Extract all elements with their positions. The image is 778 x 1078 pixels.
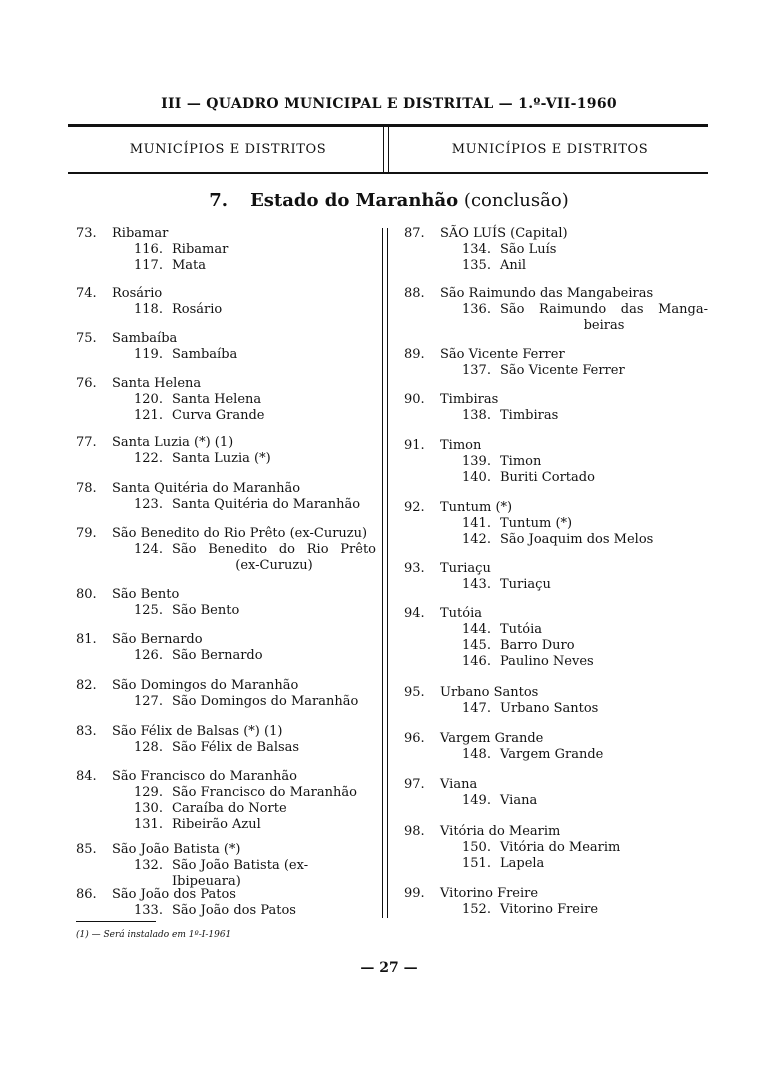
district-name: Mata (172, 258, 207, 273)
municipality-number: 78. (76, 481, 97, 496)
district-name: São João Batista (ex-Ibipeuara) (172, 858, 309, 889)
municipality-entry (404, 731, 708, 763)
municipality-number: 80. (76, 587, 97, 602)
district-row (76, 785, 376, 801)
district-row (76, 242, 376, 258)
district-number: 136. (462, 302, 491, 317)
district-name: Viana (500, 793, 538, 808)
district-number: 118. (134, 302, 163, 317)
municipality-row (76, 435, 376, 451)
district-number: 140. (462, 470, 491, 485)
municipality-row (404, 685, 708, 701)
district-row (76, 347, 376, 363)
district-number: 124. (134, 542, 163, 557)
municipality-row (76, 526, 376, 542)
district-row (404, 302, 708, 334)
district-name: Urbano Santos (500, 701, 599, 716)
district-row (404, 622, 708, 638)
district-name: Paulino Neves (500, 654, 594, 669)
district-number: 143. (462, 577, 491, 592)
district-number: 134. (462, 242, 491, 257)
municipality-entry (404, 777, 708, 809)
district-number: 125. (134, 603, 163, 618)
district-number: 138. (462, 408, 491, 423)
municipality-row (76, 587, 376, 603)
district-row (76, 302, 376, 318)
municipality-entry (76, 724, 376, 756)
municipality-number: 75. (76, 331, 97, 346)
district-row (404, 363, 708, 379)
footnote: (1) — Será instalado em 1º-I-1961 (76, 930, 232, 940)
municipality-name: São Domingos do Maranhão (112, 678, 299, 693)
header-bottom-rule (68, 172, 708, 174)
district-name: Timbiras (500, 408, 559, 423)
district-row (76, 392, 376, 408)
municipality-row (404, 226, 708, 242)
municipality-row (404, 824, 708, 840)
district-name: São Félix de Balsas (172, 740, 300, 755)
district-number: 119. (134, 347, 163, 362)
municipality-entry (76, 226, 376, 274)
district-number: 135. (462, 258, 491, 273)
municipality-number: 98. (404, 824, 425, 839)
district-name: São Bernardo (172, 648, 263, 663)
header-divider (383, 127, 389, 172)
district-row (404, 454, 708, 470)
municipality-row (404, 500, 708, 516)
district-number: 152. (462, 902, 491, 917)
district-row (404, 701, 708, 717)
district-name: beiras (583, 318, 625, 333)
municipality-number: 94. (404, 606, 425, 621)
district-name: São Luís (500, 242, 557, 257)
municipality-name: Timon (440, 438, 482, 453)
district-name: Curva Grande (172, 408, 265, 423)
municipality-name: Santa Helena (112, 376, 202, 391)
municipality-row (404, 886, 708, 902)
district-name: São João dos Patos (172, 903, 296, 918)
district-row (76, 903, 376, 919)
district-number: 117. (134, 258, 163, 273)
municipality-row (76, 678, 376, 694)
municipality-entry (76, 587, 376, 619)
district-number: 147. (462, 701, 491, 716)
municipality-entry (76, 331, 376, 363)
district-number: 131. (134, 817, 163, 832)
district-name: Sambaíba (172, 347, 238, 362)
municipality-name: Turiaçu (440, 561, 491, 576)
district-number: 141. (462, 516, 491, 531)
district-row (404, 654, 708, 670)
municipality-name: Urbano Santos (440, 685, 539, 700)
district-number: 144. (462, 622, 491, 637)
district-number: 122. (134, 451, 163, 466)
district-name: São Raimundo das Manga- (500, 302, 708, 317)
district-number: 120. (134, 392, 163, 407)
district-number: 137. (462, 363, 491, 378)
district-name: São Francisco do Maranhão (172, 785, 357, 800)
district-row (76, 542, 376, 574)
district-number: 145. (462, 638, 491, 653)
municipality-number: 83. (76, 724, 97, 739)
municipality-row (76, 376, 376, 392)
municipality-entry (404, 606, 708, 670)
municipality-row (76, 226, 376, 242)
district-row (404, 840, 708, 856)
district-row (76, 694, 376, 710)
municipality-entry (76, 481, 376, 513)
district-number: 116. (134, 242, 163, 257)
district-name: Vitorino Freire (500, 902, 599, 917)
district-row (76, 497, 376, 513)
district-row (76, 408, 376, 424)
municipality-name: Tuntum (*) (440, 500, 513, 515)
municipality-name: São Bernardo (112, 632, 203, 647)
footnote-rule (76, 921, 156, 922)
municipality-entry (404, 347, 708, 379)
municipality-entry (404, 226, 708, 274)
district-name: Vargem Grande (500, 747, 604, 762)
municipality-entry (76, 678, 376, 710)
municipality-number: 74. (76, 286, 97, 301)
municipality-entry (76, 526, 376, 574)
district-row (76, 817, 376, 833)
district-row (404, 408, 708, 424)
municipality-name: Vitorino Freire (440, 886, 539, 901)
district-row (76, 801, 376, 817)
district-name: Turiaçu (500, 577, 551, 592)
district-number: 132. (134, 858, 163, 873)
municipality-number: 85. (76, 842, 97, 857)
municipality-number: 96. (404, 731, 425, 746)
column-header-left: MUNICÍPIOS E DISTRITOS (129, 142, 327, 157)
municipality-number: 91. (404, 438, 425, 453)
municipality-row (76, 331, 376, 347)
district-row (76, 648, 376, 664)
municipality-name: Viana (440, 777, 478, 792)
district-row (404, 902, 708, 918)
municipality-row (404, 731, 708, 747)
municipality-number: 86. (76, 887, 97, 902)
municipality-entry (404, 500, 708, 548)
district-number: 150. (462, 840, 491, 855)
municipality-number: 88. (404, 286, 425, 301)
district-number: 127. (134, 694, 163, 709)
district-name: Lapela (500, 856, 545, 871)
district-row (404, 793, 708, 809)
district-name: Santa Luzia (*) (172, 451, 271, 466)
district-name: São Domingos do Maranhão (172, 694, 359, 709)
district-row (404, 532, 708, 548)
district-name: Rosário (172, 302, 223, 317)
district-number: 139. (462, 454, 491, 469)
municipality-number: 92. (404, 500, 425, 515)
district-name: Barro Duro (500, 638, 575, 653)
district-number: 133. (134, 903, 163, 918)
municipality-name: São Bento (112, 587, 180, 602)
municipality-entry (76, 842, 376, 890)
municipality-row (76, 632, 376, 648)
district-row (76, 258, 376, 274)
municipality-row (76, 887, 376, 903)
municipality-name: Sambaíba (112, 331, 178, 346)
district-name: São Bento (172, 603, 240, 618)
column-header-right: MUNICÍPIOS E DISTRITOS (451, 142, 649, 157)
district-name: Ribamar (172, 242, 229, 257)
municipality-number: 90. (404, 392, 425, 407)
municipality-number: 93. (404, 561, 425, 576)
district-row (404, 577, 708, 593)
municipality-name: São Félix de Balsas (*) (1) (112, 724, 283, 739)
municipality-name: São Benedito do Rio Prêto (ex-Curuzu) (112, 526, 368, 541)
municipality-entry (76, 632, 376, 664)
municipality-entry (404, 685, 708, 717)
municipality-name: Santa Quitéria do Maranhão (112, 481, 301, 496)
district-row (404, 856, 708, 872)
district-number: 129. (134, 785, 163, 800)
municipality-name: São Francisco do Maranhão (112, 769, 297, 784)
district-number: 123. (134, 497, 163, 512)
municipality-entry (404, 438, 708, 486)
municipality-entry (76, 435, 376, 467)
municipality-row (404, 286, 708, 302)
municipality-name: São João Batista (*) (112, 842, 241, 857)
municipality-number: 89. (404, 347, 425, 362)
district-name: Ribeirão Azul (172, 817, 261, 832)
municipality-entry (404, 886, 708, 918)
district-row (404, 470, 708, 486)
district-name: São Joaquim dos Melos (500, 532, 654, 547)
district-number: 130. (134, 801, 163, 816)
district-name: Vitória do Mearim (500, 840, 621, 855)
district-row (404, 747, 708, 763)
district-name: (ex-Curuzu) (235, 558, 313, 573)
district-name: Santa Helena (172, 392, 262, 407)
municipality-row (404, 438, 708, 454)
district-number: 126. (134, 648, 163, 663)
municipality-number: 77. (76, 435, 97, 450)
municipality-number: 87. (404, 226, 425, 241)
district-number: 128. (134, 740, 163, 755)
district-name: Tuntum (*) (500, 516, 573, 531)
municipality-entry (404, 392, 708, 424)
district-name: Caraíba do Norte (172, 801, 287, 816)
district-row (76, 858, 376, 890)
municipality-number: 84. (76, 769, 97, 784)
municipality-number: 97. (404, 777, 425, 792)
district-number: 146. (462, 654, 491, 669)
district-row (404, 242, 708, 258)
municipality-row (76, 286, 376, 302)
municipality-row (404, 392, 708, 408)
district-row (404, 516, 708, 532)
municipality-name: Vargem Grande (440, 731, 544, 746)
municipality-number: 76. (76, 376, 97, 391)
page-title: III — QUADRO MUNICIPAL E DISTRITAL — 1.º-VII-1960 (161, 96, 617, 112)
district-name: Santa Quitéria do Maranhão (172, 497, 361, 512)
municipality-entry (404, 824, 708, 872)
municipality-name: Santa Luzia (*) (1) (112, 435, 234, 450)
municipality-name: Ribamar (112, 226, 169, 241)
state-number: 7. (209, 190, 229, 211)
municipality-name: São João dos Patos (112, 887, 236, 902)
page-number: — 27 — (360, 960, 418, 976)
district-number: 142. (462, 532, 491, 547)
municipality-entry (404, 286, 708, 334)
district-name: Tutóia (500, 622, 543, 637)
district-row (76, 451, 376, 467)
municipality-row (404, 347, 708, 363)
district-number: 151. (462, 856, 491, 871)
district-name: São Benedito do Rio Prêto (172, 542, 376, 557)
district-row (404, 638, 708, 654)
municipality-number: 82. (76, 678, 97, 693)
district-name: Anil (500, 258, 527, 273)
district-number: 148. (462, 747, 491, 762)
municipality-name: Rosário (112, 286, 163, 301)
district-row (76, 603, 376, 619)
municipality-number: 99. (404, 886, 425, 901)
municipality-name: Timbiras (440, 392, 499, 407)
municipality-row (76, 724, 376, 740)
municipality-name: SÃO LUÍS (Capital) (440, 226, 568, 241)
district-name: São Vicente Ferrer (500, 363, 625, 378)
municipality-row (404, 777, 708, 793)
municipality-name: São Raimundo das Mangabeiras (440, 286, 654, 301)
municipality-entry (76, 286, 376, 318)
municipality-row (76, 842, 376, 858)
municipality-number: 79. (76, 526, 97, 541)
municipality-name: São Vicente Ferrer (440, 347, 565, 362)
district-name: Timon (500, 454, 542, 469)
district-row (404, 258, 708, 274)
district-name: Buriti Cortado (500, 470, 595, 485)
municipality-entry (404, 561, 708, 593)
municipality-row (404, 606, 708, 622)
state-title (0, 190, 778, 211)
municipality-name: Vitória do Mearim (440, 824, 561, 839)
municipality-number: 73. (76, 226, 97, 241)
municipality-number: 81. (76, 632, 97, 647)
district-number: 149. (462, 793, 491, 808)
municipality-entry (76, 376, 376, 424)
column-divider (382, 228, 388, 918)
municipality-row (76, 481, 376, 497)
district-row (76, 740, 376, 756)
state-suffix: (conclusão) (463, 190, 569, 211)
municipality-entry (76, 887, 376, 919)
municipality-number: 95. (404, 685, 425, 700)
municipality-entry (76, 769, 376, 833)
municipality-name: Tutóia (440, 606, 483, 621)
municipality-row (404, 561, 708, 577)
district-number: 121. (134, 408, 163, 423)
state-name: Estado do Maranhão (250, 190, 459, 211)
municipality-row (76, 769, 376, 785)
